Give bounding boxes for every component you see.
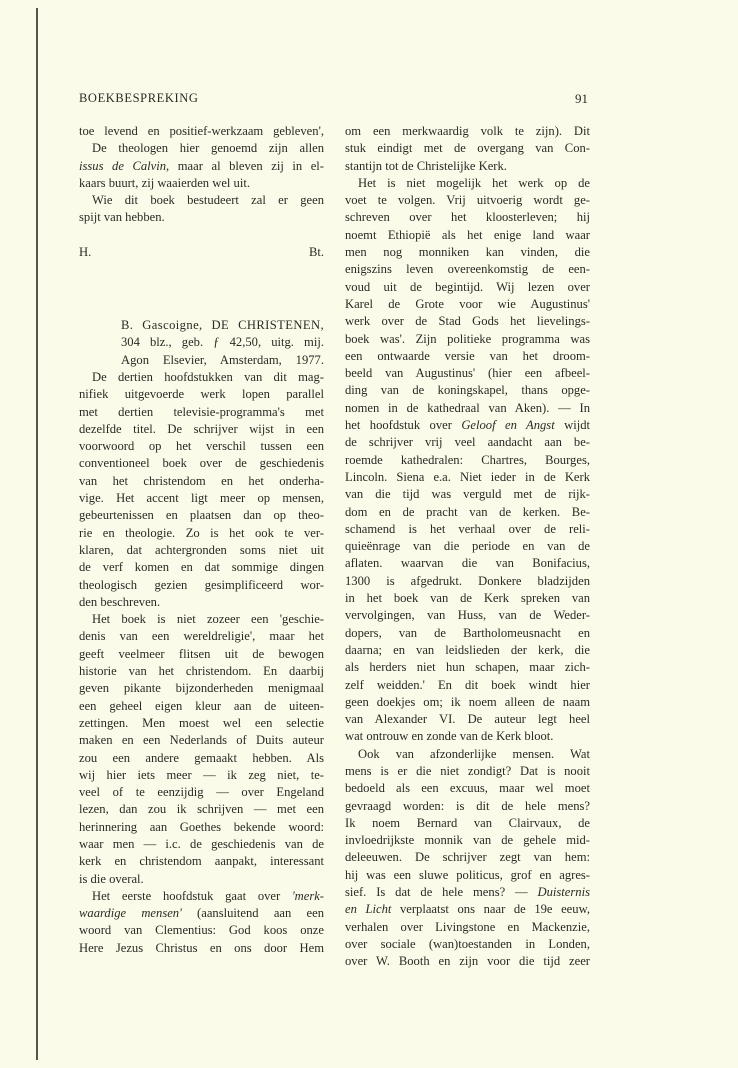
text-line: dezelfde titel. De schrijver wijst in een [79, 421, 324, 436]
text-line: B. Gascoigne, DE CHRISTENEN, [121, 318, 324, 333]
text-line: waar men — i.c. de geschiedenis van de [79, 836, 324, 851]
paragraph [79, 611, 324, 888]
text-line: zou een andere gemaakt hebben. Als [79, 750, 324, 765]
text-line: voet te volgen. Vrij uitvoerig wordt ge- [345, 193, 590, 208]
text-line: geen doekjes om; ik noem alleen de naam [345, 694, 590, 709]
text-line: spijt van hebben. [79, 210, 165, 225]
reviewer-signature [79, 244, 324, 261]
text-line: om een merkwaardig volk te zijn). Dit [345, 124, 590, 138]
text-line: conventioneel boek over de geschiedenis [79, 456, 324, 471]
text-line: schreven over het kloosterleven; hij [345, 210, 590, 225]
text-line: is die overal. [79, 871, 144, 886]
text-line: over sociale (wan)toestanden in Londen, [345, 936, 590, 951]
text-line: een ontwaarde versie van het droom- [345, 348, 590, 363]
text-line: stuk eindigt met de overgang van Con- [345, 141, 590, 156]
text-line: boek was'. Zijn politieke programma was [345, 331, 590, 346]
running-title: BOEKBESPREKING [79, 91, 199, 105]
text-line: kaars buurt, zij waaierden wel uit. [79, 175, 250, 190]
text-line: klaren, dat achtergronden soms niet uit [79, 542, 324, 557]
text-line: voorwoord op het verschil tussen een [79, 439, 324, 454]
text-line: den beschreven. [79, 594, 161, 609]
text-run: Het eerste hoofdstuk gaat over [92, 888, 292, 903]
text-run: wijdt [554, 418, 590, 433]
text-line: Het is niet mogelijk het werk op de [358, 175, 590, 190]
text-line: wat ontrouw en zonde van de Kerk bloot. [345, 729, 554, 744]
right-column [345, 123, 590, 971]
text-line: als herders niet hun schapen, maar zich- [345, 660, 590, 675]
text-line: van die tijd was verguld met de rijk- [345, 487, 590, 502]
text-line: 304 blz., geb. ƒ 42,50, uitg. mij. [121, 335, 324, 350]
text-line [345, 417, 590, 434]
paragraph [79, 369, 324, 611]
text-line: De dertien hoofdstukken van dit mag- [92, 369, 324, 384]
text-line: zettingen. Men moest wel een selectie [79, 715, 324, 730]
page-number: 91 [575, 91, 588, 106]
text-line: noemt Ethiopië als het enige land waar [345, 227, 590, 242]
book-reference [79, 317, 324, 369]
text-run: verplaatst ons naar de 19e eeuw, [391, 902, 590, 917]
italic-phrase: 'merk- [291, 888, 324, 903]
text-line: Lincoln. Siena e.a. Niet ieder in de Kerk [345, 469, 590, 484]
text-line: toe levend en positief-werkzaam gebleven', [79, 124, 324, 138]
text-line: roemde kathedralen: Chartres, Bourges, [345, 452, 590, 467]
paragraph [345, 123, 590, 175]
text-line: theologisch gezien gesimplificeerd wor- [79, 577, 324, 592]
text-line: van het christendom en het onderha- [79, 473, 324, 488]
paragraph [345, 746, 590, 971]
text-line: Here Jezus Christus en ons door Hem [79, 940, 324, 955]
text-line: van Alexander VI. De auteur legt heel [345, 712, 590, 727]
text-line: beeld van Augustinus' (hier een afbeel- [345, 366, 590, 381]
text-line: invloedrijkste monnik van de gehele mid- [345, 833, 590, 848]
text-line [345, 884, 590, 901]
text-line: mens is er die niet zondigt? Dat is nooit [345, 763, 590, 778]
text-line: zelf weidden.' En dit boek windt hier [345, 677, 590, 692]
text-line: in het boek van de Kerk spreken van [345, 591, 590, 606]
text-line: ding van de koningskapel, thans opge- [345, 383, 590, 398]
text-line: met dertien televisie-programma's met [79, 404, 324, 419]
text-line: gebeurtenissen en plaatsen dan op theo- [79, 508, 324, 523]
text-line: men nog monniken kan vinden, die [345, 245, 590, 260]
italic-phrase: Geloof en Angst [461, 418, 555, 433]
text-line: bedoeld als een excuus, maar wel moet [345, 781, 590, 796]
italic-phrase: en Licht [345, 902, 392, 917]
italic-phrase: waardige mensen' [79, 906, 182, 921]
text-line: dom en de pracht van de kerken. Be- [345, 504, 590, 519]
text-run: sief. Is dat de hele mens? — [345, 885, 538, 900]
text-line: denis van een wereldreligie', maar het [79, 629, 324, 644]
left-column [79, 123, 324, 957]
paragraph [345, 175, 590, 746]
text-line: stantijn tot de Christelijke Kerk. [345, 158, 507, 173]
text-line: Ik noem Bernard van Clairvaux, de [345, 815, 590, 830]
text-line: verhalen over Livingstone en Mackenzie, [345, 919, 590, 934]
text-line: werk over de Stad Gods het lievelings- [345, 314, 590, 329]
text-run: het hoofdstuk over [345, 418, 462, 433]
text-run: maar al bleven zij in el- [169, 158, 324, 173]
text-line: nomen in de kathedraal van Aken). — In [345, 400, 590, 415]
text-line: wij hier iets meer — ik zeg niet, te- [79, 767, 324, 782]
text-line: veel of te eenzijdig — over Engeland [79, 785, 324, 800]
text-line: quieënrage van die periode en van de [345, 539, 590, 554]
text-line [79, 888, 324, 905]
text-line [345, 901, 590, 918]
text-line: over W. Booth en zijn voor die tijd zeer [345, 954, 590, 969]
text-line [79, 158, 324, 175]
italic-phrase: Duisternis [537, 885, 590, 900]
text-line: lezen, dan zou ik schrijven — met een [79, 802, 324, 817]
text-line: 1300 is afgedrukt. Donkere bladzijden [345, 573, 590, 588]
text-line: daarna; en van leidslieden der kerk, die [345, 642, 590, 657]
signature-initial: H. [79, 244, 92, 259]
text-line: enigszins leven overeenkomstig de een- [345, 262, 590, 277]
text-line: historie van het christendom. En daarbij [79, 664, 324, 679]
text-line: schamend is het verhaal over de reli- [345, 521, 590, 536]
signature-initial: Bt. [308, 244, 324, 259]
intro-paragraph [79, 123, 324, 227]
text-line: De theologen hier genoemd zijn allen [92, 141, 324, 156]
text-line: de schrijver vrij veel aandacht aan be- [345, 435, 590, 450]
text-line: de verf komen en dat sommige dingen [79, 560, 324, 575]
paragraph [79, 888, 324, 957]
text-line: kerk en christendom aanpakt, interessant [79, 854, 324, 869]
text-line: nifiek uitgevoerde werk lopen parallel [79, 387, 324, 402]
text-line: hij was een sluwe politicus, grof en agres- [345, 867, 590, 882]
text-line: geven pikante bijzonderheden menigmaal [79, 681, 324, 696]
text-line: aflaten. waarvan die van Bonifacius, [345, 556, 590, 571]
text-line [79, 905, 324, 922]
text-line: vervolgingen, van Huss, van de Weder- [345, 608, 590, 623]
text-line: vige. Het accent ligt meer op mensen, [79, 491, 324, 506]
text-line: deleeuwen. De schrijver zegt van hem: [345, 850, 590, 865]
text-line: Agon Elsevier, Amsterdam, 1977. [121, 352, 324, 367]
text-line: woord van Clementius: God koos onze [79, 923, 324, 938]
text-run: (aansluitend aan een [181, 906, 324, 921]
text-line: maken en een Nederlands of Duits auteur [79, 733, 324, 748]
text-line: geeft veelmeer flitsen uit de bewogen [79, 646, 324, 661]
text-line: Het boek is niet zozeer een 'geschie- [92, 612, 324, 627]
text-line: voud uit de begintijd. Wij lezen over [345, 279, 590, 294]
text-line: Karel de Grote voor wie Augustinus' [345, 296, 590, 311]
text-line: rie en theologie. Zo is het ook te ver- [79, 525, 324, 540]
text-line: Ook van afzonderlijke mensen. Wat [358, 746, 590, 761]
text-line: Wie dit boek bestudeert zal er geen [92, 193, 324, 208]
text-line: een geheel eigen kleur aan de uiteen- [79, 698, 324, 713]
text-line: dopers, van de Bartholomeusnacht en [345, 625, 590, 640]
page-binding-edge [36, 8, 38, 1060]
italic-phrase: issus de Calvin, [79, 158, 170, 173]
text-line: herinnering aan Goethes bekende woord: [79, 819, 324, 834]
text-line: gevraagd worden: is dit de hele mens? [345, 798, 590, 813]
